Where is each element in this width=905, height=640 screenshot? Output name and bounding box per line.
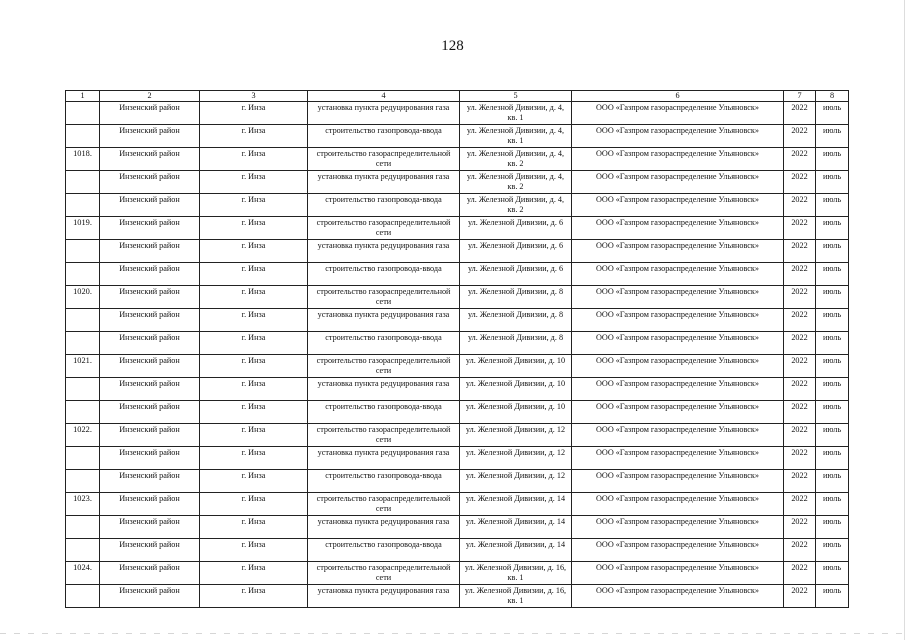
city-cell: г. Инза	[200, 263, 308, 286]
table-row	[66, 585, 849, 608]
table-row	[66, 263, 849, 286]
address-cell: ул. Железной Дивизии, д. 16, кв. 1	[460, 585, 572, 608]
district-cell: Инзенский район	[100, 424, 200, 447]
year-cell: 2022	[784, 585, 816, 608]
address-cell: ул. Железной Дивизии, д. 4, кв. 1	[460, 102, 572, 125]
month-cell: июль	[816, 125, 849, 148]
row-number	[66, 102, 100, 125]
row-number	[66, 332, 100, 355]
address-cell: ул. Железной Дивизии, д. 8	[460, 332, 572, 355]
address-cell: ул. Железной Дивизии, д. 6	[460, 217, 572, 240]
page-number: 128	[441, 38, 464, 54]
district-cell: Инзенский район	[100, 585, 200, 608]
row-number	[66, 171, 100, 194]
organization-cell: ООО «Газпром газораспределение Ульяновск»	[572, 148, 784, 171]
table-row	[66, 171, 849, 194]
district-cell: Инзенский район	[100, 309, 200, 332]
work-type-cell: строительство газопровода-ввода	[308, 263, 460, 286]
district-cell: Инзенский район	[100, 493, 200, 516]
organization-cell: ООО «Газпром газораспределение Ульяновск»	[572, 562, 784, 585]
organization-cell: ООО «Газпром газораспределение Ульяновск»	[572, 286, 784, 309]
address-cell: ул. Железной Дивизии, д. 4, кв. 2	[460, 148, 572, 171]
work-type-cell: строительство газопровода-ввода	[308, 470, 460, 493]
table-row	[66, 194, 849, 217]
address-cell: ул. Железной Дивизии, д. 10	[460, 355, 572, 378]
city-cell: г. Инза	[200, 102, 308, 125]
organization-cell: ООО «Газпром газораспределение Ульяновск»	[572, 493, 784, 516]
month-cell: июль	[816, 424, 849, 447]
work-type-cell: строительство газораспределительной сети	[308, 355, 460, 378]
work-type-cell: установка пункта редуцирования газа	[308, 240, 460, 263]
row-number	[66, 378, 100, 401]
column-header: 7	[784, 91, 816, 102]
work-type-cell: строительство газопровода-ввода	[308, 194, 460, 217]
month-cell: июль	[816, 493, 849, 516]
gasification-table	[65, 90, 849, 608]
month-cell: июль	[816, 309, 849, 332]
city-cell: г. Инза	[200, 125, 308, 148]
month-cell: июль	[816, 447, 849, 470]
table-row	[66, 125, 849, 148]
month-cell: июль	[816, 562, 849, 585]
year-cell: 2022	[784, 424, 816, 447]
year-cell: 2022	[784, 148, 816, 171]
district-cell: Инзенский район	[100, 562, 200, 585]
district-cell: Инзенский район	[100, 447, 200, 470]
district-cell: Инзенский район	[100, 148, 200, 171]
organization-cell: ООО «Газпром газораспределение Ульяновск»	[572, 424, 784, 447]
city-cell: г. Инза	[200, 240, 308, 263]
year-cell: 2022	[784, 125, 816, 148]
table-body	[66, 102, 849, 608]
district-cell: Инзенский район	[100, 171, 200, 194]
table-row	[66, 562, 849, 585]
organization-cell: ООО «Газпром газораспределение Ульяновск»	[572, 263, 784, 286]
month-cell: июль	[816, 102, 849, 125]
month-cell: июль	[816, 240, 849, 263]
district-cell: Инзенский район	[100, 401, 200, 424]
row-number	[66, 240, 100, 263]
address-cell: ул. Железной Дивизии, д. 4, кв. 2	[460, 171, 572, 194]
month-cell: июль	[816, 539, 849, 562]
work-type-cell: строительство газораспределительной сети	[308, 217, 460, 240]
year-cell: 2022	[784, 263, 816, 286]
city-cell: г. Инза	[200, 148, 308, 171]
work-type-cell: установка пункта редуцирования газа	[308, 516, 460, 539]
district-cell: Инзенский район	[100, 286, 200, 309]
column-header: 4	[308, 91, 460, 102]
row-number	[66, 516, 100, 539]
city-cell: г. Инза	[200, 194, 308, 217]
address-cell: ул. Железной Дивизии, д. 14	[460, 493, 572, 516]
row-number: 1024.	[66, 562, 100, 585]
address-cell: ул. Железной Дивизии, д. 8	[460, 286, 572, 309]
city-cell: г. Инза	[200, 516, 308, 539]
table-row	[66, 539, 849, 562]
city-cell: г. Инза	[200, 355, 308, 378]
address-cell: ул. Железной Дивизии, д. 8	[460, 309, 572, 332]
row-number	[66, 470, 100, 493]
month-cell: июль	[816, 263, 849, 286]
row-number: 1023.	[66, 493, 100, 516]
work-type-cell: установка пункта редуцирования газа	[308, 447, 460, 470]
month-cell: июль	[816, 194, 849, 217]
city-cell: г. Инза	[200, 447, 308, 470]
district-cell: Инзенский район	[100, 355, 200, 378]
row-number	[66, 125, 100, 148]
month-cell: июль	[816, 217, 849, 240]
column-header: 8	[816, 91, 849, 102]
work-type-cell: установка пункта редуцирования газа	[308, 585, 460, 608]
organization-cell: ООО «Газпром газораспределение Ульяновск»	[572, 470, 784, 493]
organization-cell: ООО «Газпром газораспределение Ульяновск»	[572, 447, 784, 470]
year-cell: 2022	[784, 102, 816, 125]
month-cell: июль	[816, 516, 849, 539]
month-cell: июль	[816, 332, 849, 355]
organization-cell: ООО «Газпром газораспределение Ульяновск»	[572, 102, 784, 125]
organization-cell: ООО «Газпром газораспределение Ульяновск»	[572, 240, 784, 263]
organization-cell: ООО «Газпром газораспределение Ульяновск»	[572, 309, 784, 332]
organization-cell: ООО «Газпром газораспределение Ульяновск»	[572, 585, 784, 608]
header-row	[66, 91, 849, 102]
table-row	[66, 378, 849, 401]
month-cell: июль	[816, 286, 849, 309]
table-row	[66, 286, 849, 309]
year-cell: 2022	[784, 332, 816, 355]
city-cell: г. Инза	[200, 562, 308, 585]
address-cell: ул. Железной Дивизии, д. 14	[460, 539, 572, 562]
month-cell: июль	[816, 401, 849, 424]
scan-artifact	[0, 633, 905, 634]
organization-cell: ООО «Газпром газораспределение Ульяновск»	[572, 355, 784, 378]
month-cell: июль	[816, 378, 849, 401]
row-number	[66, 309, 100, 332]
column-header: 3	[200, 91, 308, 102]
year-cell: 2022	[784, 309, 816, 332]
row-number	[66, 447, 100, 470]
work-type-cell: установка пункта редуцирования газа	[308, 102, 460, 125]
month-cell: июль	[816, 585, 849, 608]
table-row	[66, 493, 849, 516]
district-cell: Инзенский район	[100, 263, 200, 286]
organization-cell: ООО «Газпром газораспределение Ульяновск»	[572, 401, 784, 424]
organization-cell: ООО «Газпром газораспределение Ульяновск»	[572, 217, 784, 240]
district-cell: Инзенский район	[100, 240, 200, 263]
year-cell: 2022	[784, 539, 816, 562]
row-number: 1019.	[66, 217, 100, 240]
organization-cell: ООО «Газпром газораспределение Ульяновск»	[572, 125, 784, 148]
row-number	[66, 539, 100, 562]
work-type-cell: установка пункта редуцирования газа	[308, 309, 460, 332]
year-cell: 2022	[784, 194, 816, 217]
year-cell: 2022	[784, 171, 816, 194]
month-cell: июль	[816, 148, 849, 171]
city-cell: г. Инза	[200, 585, 308, 608]
row-number: 1018.	[66, 148, 100, 171]
year-cell: 2022	[784, 240, 816, 263]
address-cell: ул. Железной Дивизии, д. 6	[460, 240, 572, 263]
city-cell: г. Инза	[200, 378, 308, 401]
address-cell: ул. Железной Дивизии, д. 12	[460, 424, 572, 447]
row-number	[66, 585, 100, 608]
year-cell: 2022	[784, 286, 816, 309]
table-row	[66, 240, 849, 263]
table-row	[66, 332, 849, 355]
month-cell: июль	[816, 470, 849, 493]
district-cell: Инзенский район	[100, 217, 200, 240]
organization-cell: ООО «Газпром газораспределение Ульяновск»	[572, 539, 784, 562]
district-cell: Инзенский район	[100, 539, 200, 562]
organization-cell: ООО «Газпром газораспределение Ульяновск»	[572, 171, 784, 194]
row-number	[66, 401, 100, 424]
year-cell: 2022	[784, 447, 816, 470]
work-type-cell: строительство газопровода-ввода	[308, 125, 460, 148]
table-row	[66, 217, 849, 240]
row-number: 1022.	[66, 424, 100, 447]
year-cell: 2022	[784, 355, 816, 378]
address-cell: ул. Железной Дивизии, д. 10	[460, 378, 572, 401]
work-type-cell: строительство газораспределительной сети	[308, 286, 460, 309]
year-cell: 2022	[784, 516, 816, 539]
city-cell: г. Инза	[200, 332, 308, 355]
row-number	[66, 263, 100, 286]
year-cell: 2022	[784, 493, 816, 516]
district-cell: Инзенский район	[100, 516, 200, 539]
address-cell: ул. Железной Дивизии, д. 6	[460, 263, 572, 286]
district-cell: Инзенский район	[100, 102, 200, 125]
column-header: 2	[100, 91, 200, 102]
table-row	[66, 355, 849, 378]
table-row	[66, 470, 849, 493]
organization-cell: ООО «Газпром газораспределение Ульяновск»	[572, 378, 784, 401]
table-row	[66, 102, 849, 125]
month-cell: июль	[816, 171, 849, 194]
city-cell: г. Инза	[200, 470, 308, 493]
city-cell: г. Инза	[200, 539, 308, 562]
address-cell: ул. Железной Дивизии, д. 12	[460, 470, 572, 493]
organization-cell: ООО «Газпром газораспределение Ульяновск»	[572, 516, 784, 539]
table-row	[66, 447, 849, 470]
work-type-cell: строительство газопровода-ввода	[308, 401, 460, 424]
year-cell: 2022	[784, 562, 816, 585]
district-cell: Инзенский район	[100, 470, 200, 493]
table-row	[66, 148, 849, 171]
work-type-cell: строительство газораспределительной сети	[308, 424, 460, 447]
row-number: 1020.	[66, 286, 100, 309]
city-cell: г. Инза	[200, 401, 308, 424]
district-cell: Инзенский район	[100, 125, 200, 148]
column-header: 5	[460, 91, 572, 102]
city-cell: г. Инза	[200, 171, 308, 194]
year-cell: 2022	[784, 217, 816, 240]
address-cell: ул. Железной Дивизии, д. 4, кв. 2	[460, 194, 572, 217]
row-number	[66, 194, 100, 217]
address-cell: ул. Железной Дивизии, д. 12	[460, 447, 572, 470]
organization-cell: ООО «Газпром газораспределение Ульяновск»	[572, 194, 784, 217]
row-number: 1021.	[66, 355, 100, 378]
table-row	[66, 516, 849, 539]
city-cell: г. Инза	[200, 493, 308, 516]
address-cell: ул. Железной Дивизии, д. 14	[460, 516, 572, 539]
column-header: 6	[572, 91, 784, 102]
work-type-cell: строительство газопровода-ввода	[308, 539, 460, 562]
organization-cell: ООО «Газпром газораспределение Ульяновск»	[572, 332, 784, 355]
address-cell: ул. Железной Дивизии, д. 4, кв. 1	[460, 125, 572, 148]
work-type-cell: строительство газораспределительной сети	[308, 562, 460, 585]
work-type-cell: строительство газопровода-ввода	[308, 332, 460, 355]
year-cell: 2022	[784, 401, 816, 424]
year-cell: 2022	[784, 378, 816, 401]
work-type-cell: установка пункта редуцирования газа	[308, 171, 460, 194]
address-cell: ул. Железной Дивизии, д. 16, кв. 1	[460, 562, 572, 585]
city-cell: г. Инза	[200, 286, 308, 309]
table-row	[66, 309, 849, 332]
work-type-cell: строительство газораспределительной сети	[308, 148, 460, 171]
district-cell: Инзенский район	[100, 332, 200, 355]
city-cell: г. Инза	[200, 424, 308, 447]
district-cell: Инзенский район	[100, 378, 200, 401]
work-type-cell: строительство газораспределительной сети	[308, 493, 460, 516]
year-cell: 2022	[784, 470, 816, 493]
table-row	[66, 401, 849, 424]
column-header: 1	[66, 91, 100, 102]
month-cell: июль	[816, 355, 849, 378]
work-type-cell: установка пункта редуцирования газа	[308, 378, 460, 401]
city-cell: г. Инза	[200, 309, 308, 332]
table-row	[66, 424, 849, 447]
city-cell: г. Инза	[200, 217, 308, 240]
address-cell: ул. Железной Дивизии, д. 10	[460, 401, 572, 424]
district-cell: Инзенский район	[100, 194, 200, 217]
